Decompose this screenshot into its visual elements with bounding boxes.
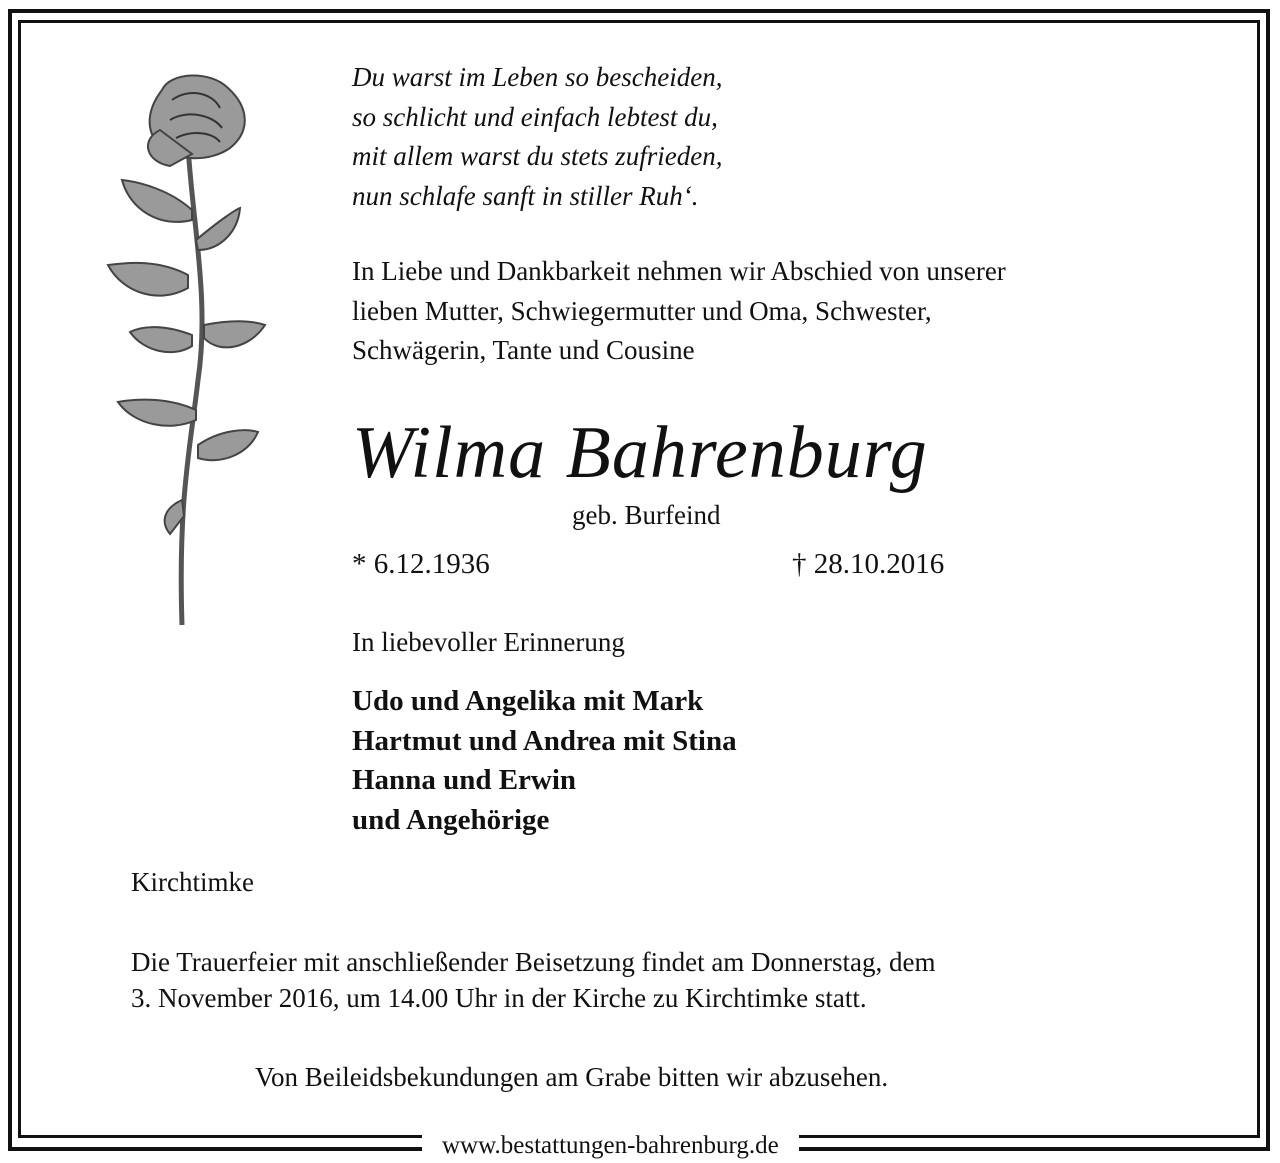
service-line: 3. November 2016, um 14.00 Uhr in der Kirche zu Kirchtimke statt. [131,983,867,1013]
memory-line: In liebevoller Erinnerung [352,627,625,657]
condolences-note: Von Beileidsbekundungen am Grabe bitten wir abzusehen. [255,1062,889,1092]
poem-line: Du warst im Leben so bescheiden, [352,62,723,92]
deceased-name: Wilma Bahrenburg [352,412,928,494]
rose-icon [100,70,270,630]
website-link[interactable]: www.bestattungen-bahrenburg.de [422,1132,799,1160]
service-line: Die Trauerfeier mit anschließender Beisetzung findet am Donnerstag, dem [131,947,936,977]
mourner: Udo und Angelika mit Mark [352,685,704,717]
poem [352,58,723,216]
place: Kirchtimke [131,867,254,897]
birth-date: * 6.12.1936 [352,548,490,580]
service-info [131,944,936,1016]
mourner: Hartmut und Andrea mit Stina [352,724,737,757]
poem-line: mit allem warst du stets zufrieden, [352,141,723,171]
mourners-list [352,682,737,840]
intro-text [352,252,1006,371]
mourner: Hanna und Erwin [352,764,577,796]
intro-line: In Liebe und Dankbarkeit nehmen wir Abschied von unserer [352,256,1006,286]
maiden-name: geb. Burfeind [572,500,721,530]
death-date: † 28.10.2016 [792,548,945,580]
poem-line: nun schlafe sanft in stiller Ruh‘. [352,180,699,211]
intro-line: Schwägerin, Tante und Cousine [352,335,695,365]
intro-line: lieben Mutter, Schwiegermutter und Oma, Schwester, [352,295,932,326]
poem-line: so schlicht und einfach lebtest du, [352,101,718,132]
mourner: und Angehörige [352,803,550,836]
